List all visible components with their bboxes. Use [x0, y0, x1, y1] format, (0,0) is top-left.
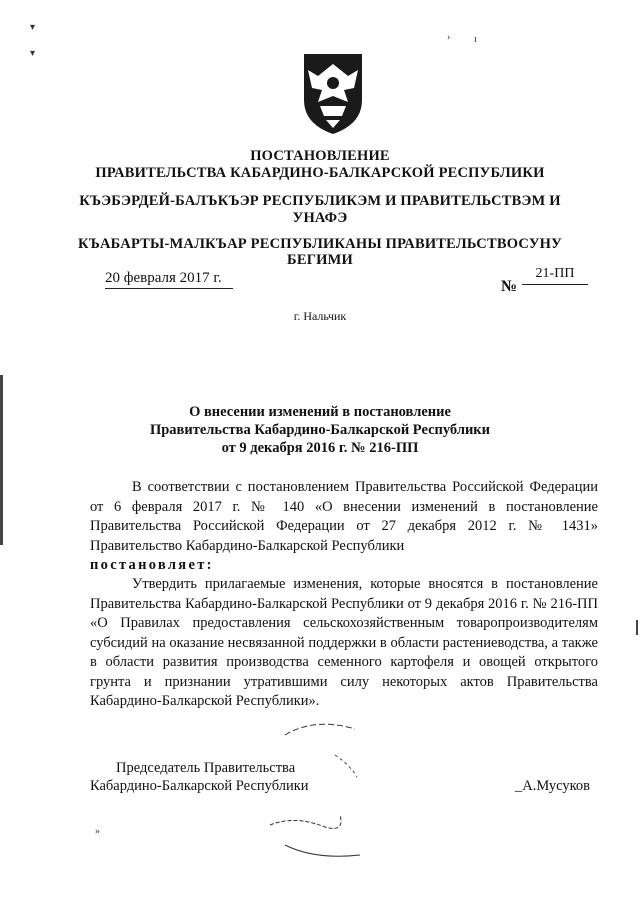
decree-word-line [90, 556, 598, 576]
header-line-2: ПРАВИТЕЛЬСТВА КАБАРДИНО-БАЛКАРСКОЙ РЕСПУБЛИКИ [95, 165, 545, 181]
signatory-name-text: А.Мусуков [522, 778, 591, 794]
city: г. Нальчик [293, 309, 347, 323]
document-title [0, 403, 640, 457]
header-line-6: БЕГИМИ [287, 252, 353, 268]
scan-edge-line [636, 620, 638, 635]
scan-mark: › [447, 32, 451, 43]
decree-paragraph: Утвердить прилагаемые изменения, которые вносятся в постановление Правительства Кабардино-Балкарской Республики от 9 декабря 2016 г. № 216-ПП «О Правилах предоставления сельскохозяйственным товаропроизводителям субсидий на оказание несвязанной поддержки в области растениеводства, а также в области развития производства семенного картофеля и овощей открытого грунта и признании утратившими силу некоторых актов Правительства Кабардино-Балкарской Республики». [90, 576, 598, 709]
preamble-paragraph [90, 478, 598, 556]
title-line-1: О внесении изменений в постановление [189, 404, 451, 420]
title-line-2: Правительства Кабардино-Балкарской Республики [149, 422, 491, 438]
document-number: 21-ПП [522, 266, 588, 285]
signatory-name: _А.Мусуков [515, 778, 591, 794]
decree-word: постановляет: [90, 557, 214, 573]
signatory-position-line-1: Председатель Правительства [116, 760, 296, 776]
document-date: 20 февраля 2017 г. [105, 270, 233, 289]
header-line-1: ПОСТАНОВЛЕНИЕ [250, 148, 390, 164]
header-line-3: КЪЭБЭРДЕЙ-БАЛЪКЪЭР РЕСПУБЛИКЭМ И ПРАВИТЕЛЬСТВЭМ И [79, 193, 561, 209]
signatory-position-line-2: Кабардино-Балкарской Республики [90, 778, 309, 794]
coat-of-arms-emblem [298, 50, 368, 136]
header-line-4: УНАФЭ [292, 210, 348, 226]
scan-edge-line [0, 375, 3, 545]
number-label: № [501, 278, 518, 295]
scan-mark: ▾ [30, 22, 36, 33]
scan-mark: ı [474, 34, 477, 45]
scan-mark: » [95, 826, 100, 837]
title-line-3: от 9 декабря 2016 г. № 216-ПП [221, 440, 419, 456]
scan-mark: ▾ [30, 48, 36, 59]
preamble-text: В соответствии с постановлением Правительства Российской Федерации от 6 февраля 2017 г. № 140 «О внесении изменений в постановление Правительства Российской Федерации от 27 декабря 2012 г. № 1431» Правительство Кабардино-Балкарской Республики [90, 479, 598, 554]
header-line-5: КЪАБАРТЫ-МАЛКЪАР РЕСПУБЛИКАНЫ ПРАВИТЕЛЬСТВОСУНУ [78, 236, 562, 252]
